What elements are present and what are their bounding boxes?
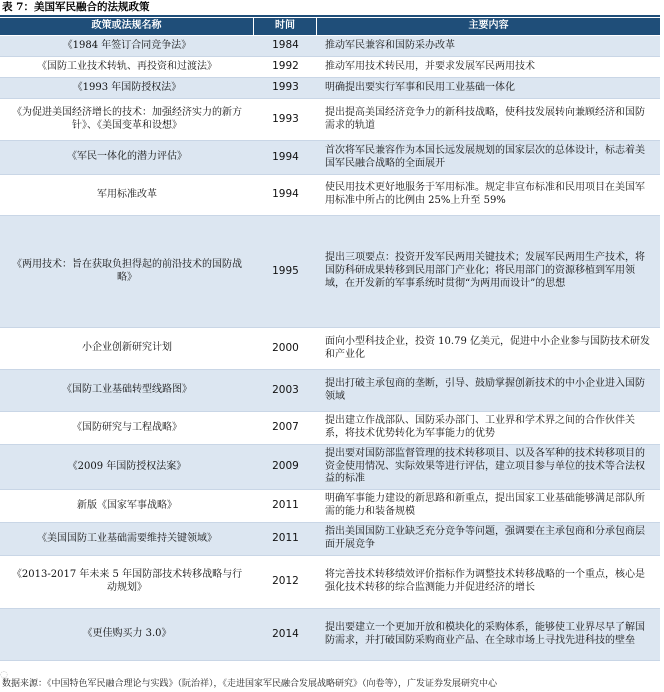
policy-name-cell: 《美国国防工业基础需要维持关键领域》: [0, 523, 254, 556]
policy-content-cell: 提出提高美国经济竞争力的新科技战略，使科技发展转向兼顾经济和国防需求的轨道: [317, 99, 660, 141]
policy-content-cell: 推动军民兼容和国防采办改革: [317, 36, 660, 57]
policy-content-cell: 提出要对国防部监督管理的技术转移项目、以及各军种的技术转移项目的资金使用情况、实际效果等进行评估，建立项目参与单位的技术等合法权益的标准: [317, 445, 660, 490]
header-content: 主要内容: [317, 18, 660, 36]
policy-year-cell: 2000: [254, 328, 317, 370]
policy-year-cell: 2011: [254, 490, 317, 523]
policy-name-cell: 《1993 年国防授权法》: [0, 78, 254, 99]
policy-content-cell: 明确提出要实行军事和民用工业基础一体化: [317, 78, 660, 99]
policy-year-cell: 2003: [254, 370, 317, 412]
policy-content-cell: 提出建立作战部队、国防采办部门、工业界和学术界之间的合作伙伴关系，将技术优势转化为军事能力的优势: [317, 412, 660, 445]
policy-content-cell: 首次将军民兼容作为本国长远发展规划的国家层次的总体设计，标志着美国军民融合战略的全面展开: [317, 141, 660, 175]
policy-name-cell: 《2013-2017 年未来 5 年国防部技术转移战略与行动规划》: [0, 556, 254, 609]
policy-name-cell: 《为促进美国经济增长的技术：加强经济实力的新方针》、《美国变革和设想》: [0, 99, 254, 141]
policy-name-cell: 《更佳购买力 3.0》: [0, 609, 254, 661]
policy-content-cell: 使民用技术更好地服务于军用标准。规定非宣布标准和民用项目在美国军用标准中所占的比例由 25%上升至 59%: [317, 175, 660, 216]
table-title: 表 7：美国军民融合的法规政策: [2, 1, 150, 13]
policy-year-cell: 1993: [254, 78, 317, 99]
policy-name-cell: 《2009 年国防授权法案》: [0, 445, 254, 490]
policy-year-cell: 2011: [254, 523, 317, 556]
policy-name-cell: 《两用技术：旨在获取负担得起的前沿技术的国防战略》: [0, 216, 254, 328]
source-note: 数据来源：《中国特色军民融合理论与实践》（阮治祥），《走进国家军民融合发展战略研究》（向卷等），广发证券发展研究中心: [2, 679, 498, 689]
policy-content-cell: 提出三项要点：投资开发军民两用关键技术；发展军民两用生产技术，将国防科研成果转移到民用部门产业化；将民用部门的资源移植到军用领域，在开发新的军事系统时贯彻“为两用而设计”的思想: [317, 216, 660, 328]
policy-name-cell: 《国防研究与工程战略》: [0, 412, 254, 445]
header-policy-name: 政策或法规名称: [0, 18, 254, 36]
policy-name-cell: 《1984 年签订合同竞争法》: [0, 36, 254, 57]
policy-year-cell: 2007: [254, 412, 317, 445]
policy-content-cell: 提出要建立一个更加开放和模块化的采购体系，能够使工业界尽早了解国防需求，并打破国防采购商业产品、在全球市场上寻找先进科技的壁垒: [317, 609, 660, 661]
title-rule: [0, 15, 660, 17]
policy-content-cell: 将完善技术转移绩效评价指标作为调整技术转移战略的一个重点，核心是强化技术转移的综合监测能力并促进经济的增长: [317, 556, 660, 609]
policy-content-cell: 提出打破主承包商的垄断，引导、鼓励掌握创新技术的中小企业进入国防领域: [317, 370, 660, 412]
policy-name-cell: 《军民一体化的潜力评估》: [0, 141, 254, 175]
watermark-logo: ◌: [0, 670, 8, 680]
policy-content-cell: 推动军用技术转民用，并要求发展军民两用技术: [317, 57, 660, 78]
policy-year-cell: 1995: [254, 216, 317, 328]
policy-year-cell: 1993: [254, 99, 317, 141]
policy-year-cell: 1992: [254, 57, 317, 78]
policy-year-cell: 2012: [254, 556, 317, 609]
policy-name-cell: 《国防工业技术转轨、再投资和过渡法》: [0, 57, 254, 78]
policy-content-cell: 面向小型科技企业，投资 10.79 亿美元，促进中小企业参与国防技术研发和产业化: [317, 328, 660, 370]
policy-name-cell: 小企业创新研究计划: [0, 328, 254, 370]
policy-name-cell: 《国防工业基础转型线路图》: [0, 370, 254, 412]
policy-content-cell: 指出美国国防工业缺乏充分竞争等问题，强调要在主承包商和分承包商层面开展竞争: [317, 523, 660, 556]
policy-year-cell: 1994: [254, 175, 317, 216]
policy-year-cell: 1994: [254, 141, 317, 175]
header-year: 时间: [254, 18, 317, 36]
policy-name-cell: 军用标准改革: [0, 175, 254, 216]
policy-year-cell: 2009: [254, 445, 317, 490]
policy-year-cell: 1984: [254, 36, 317, 57]
policy-content-cell: 明确军事能力建设的新思路和新重点，提出国家工业基础能够满足部队所需的能力和装备规模: [317, 490, 660, 523]
policy-name-cell: 新版《国家军事战略》: [0, 490, 254, 523]
policy-year-cell: 2014: [254, 609, 317, 661]
policy-table: [0, 18, 660, 661]
